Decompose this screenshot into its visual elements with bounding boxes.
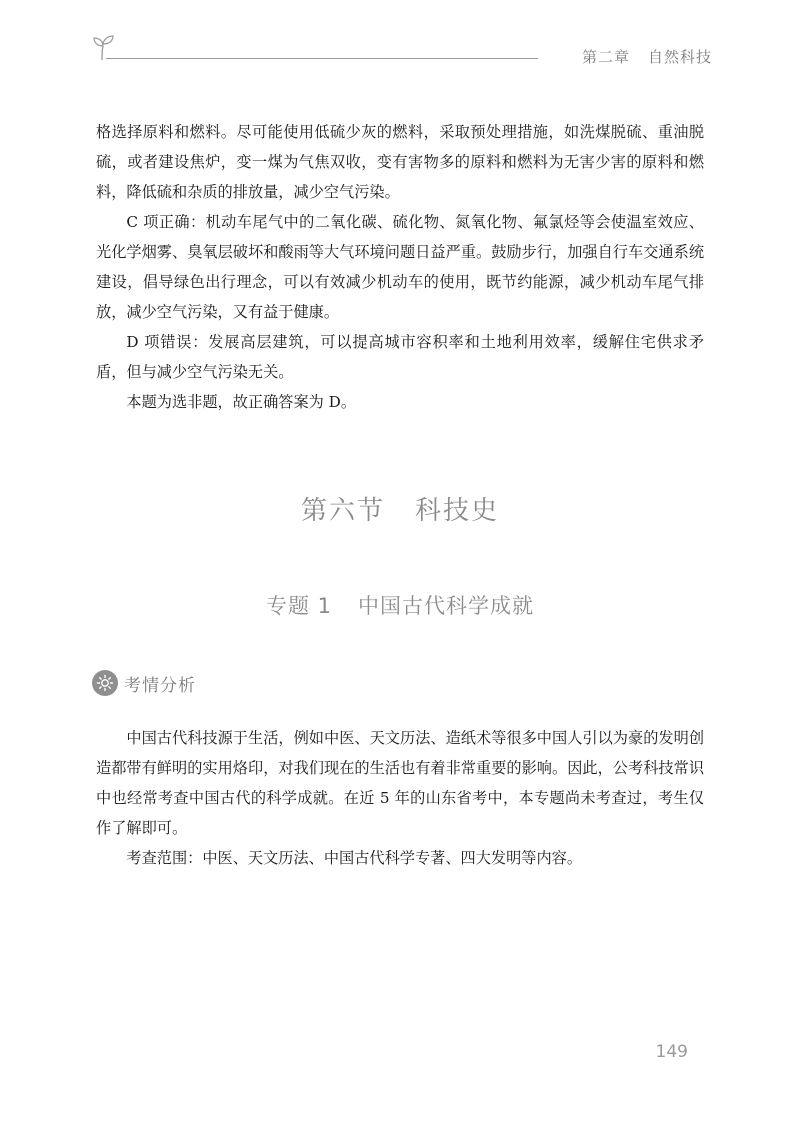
chapter-name: 自然科技 (647, 48, 712, 66)
paragraph: 本题为选非题，故正确答案为 D。 (126, 393, 357, 411)
page-number: 149 (655, 1042, 688, 1062)
topic-title (0, 590, 800, 620)
analysis-label: 考情分析 (124, 675, 196, 696)
topic-name: 中国古代科学成就 (358, 594, 535, 618)
paragraph: 格选择原料和燃料。尽可能使用低硫少灰的燃料，采取预处理措施，如洗煤脱硫、重油脱硫，或者建设焦炉，变一煤为气焦双收，变有害物多的原料和燃料为无害少害的原料和燃料，降低硫和杂质的排放量，减少空气污染。 (96, 123, 704, 201)
analysis-heading (92, 668, 196, 698)
section-name: 科技史 (415, 496, 500, 526)
section-number: 第六节 (300, 496, 385, 526)
paragraph: D 项错误：发展高层建筑，可以提高城市容积率和土地利用效率，缓解住宅供求矛盾，但与减少空气污染无关。 (96, 333, 704, 381)
answer-explanation (96, 117, 704, 417)
chapter-number: 第二章 (581, 48, 630, 66)
header-rule (106, 58, 538, 59)
analysis-body (96, 723, 704, 873)
paragraph: 中国古代科技源于生活，例如中医、天文历法、造纸术等很多中国人引以为豪的发明创造都带有鲜明的实用烙印，对我们现在的生活也有着非常重要的影响。因此，公考科技常识中也经常考查中国古代的科学成就。在近 5 年的山东省考中，本专题尚未考查过，考生仅作了解即可。 (96, 729, 704, 837)
chapter-label (582, 46, 712, 67)
sun-icon (92, 670, 118, 696)
running-header (88, 30, 712, 70)
paragraph: 考查范围：中医、天文历法、中国古代科学专著、四大发明等内容。 (126, 849, 583, 867)
section-title (0, 490, 800, 527)
paragraph: C 项正确：机动车尾气中的二氧化碳、硫化物、氮氧化物、氟氯烃等会使温室效应、光化学烟雾、臭氧层破坏和酸雨等大气环境问题日益严重。鼓励步行，加强自行车交通系统建设，倡导绿色出行理念，可以有效减少机动车的使用，既节约能源，减少机动车尾气排放，减少空气污染，又有益于健康。 (96, 213, 704, 321)
topic-number: 专题 1 (265, 594, 333, 618)
